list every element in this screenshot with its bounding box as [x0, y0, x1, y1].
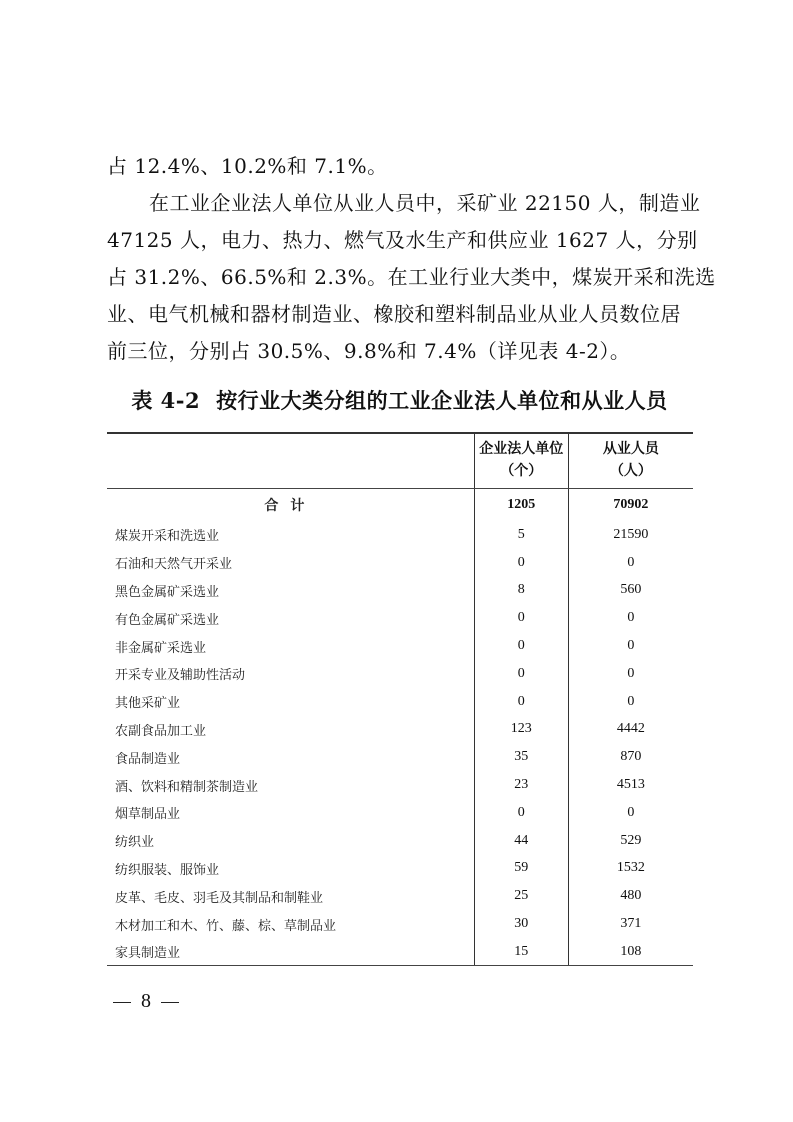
industry-cell: 皮革、毛皮、羽毛及其制品和制鞋业	[115, 890, 324, 906]
header-legal-units-unit: （个）	[500, 464, 543, 479]
industry-cell: 酒、饮料和精制茶制造业	[115, 779, 259, 795]
page-number-value: 8	[141, 990, 151, 1012]
industry-cell: 家具制造业	[107, 938, 474, 966]
legal-units-cell: 5	[474, 521, 568, 549]
header-employees-name: 从业人员	[602, 442, 659, 457]
table-row	[107, 827, 693, 855]
table-row	[107, 799, 693, 827]
paragraph-line: 业、电气机械和器材制造业、橡胶和塑料制品业从业人员数位居	[107, 302, 681, 326]
table-row	[107, 577, 693, 605]
page-number	[113, 990, 179, 1013]
table-row	[107, 604, 693, 632]
legal-units-cell: 25	[474, 882, 568, 910]
table-row	[107, 910, 693, 938]
employees-cell: 560	[568, 577, 693, 605]
paragraph-continued	[107, 148, 692, 185]
header-legal-units	[474, 433, 568, 489]
table-row	[107, 855, 693, 883]
paragraph-line: 占 12.4%、10.2%和 7.1%。	[107, 154, 388, 178]
industry-cell: 纺织业	[115, 835, 155, 851]
table-row	[107, 882, 693, 910]
legal-units-cell: 23	[474, 771, 568, 799]
legal-units-cell: 0	[474, 688, 568, 716]
legal-units-cell: 15	[474, 938, 568, 966]
employees-cell: 21590	[568, 521, 693, 549]
table-row	[107, 938, 693, 966]
employees-cell: 0	[568, 688, 693, 716]
header-legal-units-name: 企业法人单位	[479, 442, 564, 457]
legal-units-cell: 59	[474, 855, 568, 883]
industry-cell: 开采专业及辅助性活动	[115, 668, 246, 684]
table-caption	[107, 385, 692, 415]
legal-units-cell: 0	[474, 549, 568, 577]
employees-cell: 0	[568, 632, 693, 660]
employees-cell: 529	[568, 827, 693, 855]
table-row	[107, 716, 693, 744]
header-industry	[107, 433, 474, 489]
industry-cell: 有色金属矿采选业	[115, 612, 220, 628]
table-total-row	[107, 489, 693, 522]
total-units: 1205	[474, 489, 568, 522]
employees-cell: 108	[568, 938, 693, 966]
header-employees	[568, 433, 693, 489]
table-row	[107, 632, 693, 660]
legal-units-cell: 0	[474, 660, 568, 688]
industry-table	[107, 432, 693, 966]
table-row	[107, 549, 693, 577]
industry-cell: 其他采矿业	[115, 696, 181, 712]
employees-cell: 0	[568, 549, 693, 577]
employees-cell: 0	[568, 604, 693, 632]
table-row	[107, 743, 693, 771]
header-employees-unit: （人）	[609, 464, 652, 479]
page-number-dash-left	[113, 1002, 131, 1003]
legal-units-cell: 0	[474, 799, 568, 827]
employees-cell: 0	[568, 799, 693, 827]
legal-units-cell: 44	[474, 827, 568, 855]
page-number-dash-right	[161, 1002, 179, 1003]
industry-cell: 黑色金属矿采选业	[115, 584, 220, 600]
table-row	[107, 771, 693, 799]
legal-units-cell: 123	[474, 716, 568, 744]
employees-cell: 371	[568, 910, 693, 938]
total-label: 合计	[264, 498, 317, 514]
employees-cell: 4442	[568, 716, 693, 744]
legal-units-cell: 0	[474, 632, 568, 660]
industry-cell: 纺织服装、服饰业	[115, 862, 220, 878]
table-header-row	[107, 433, 693, 489]
legal-units-cell: 8	[474, 577, 568, 605]
total-employees: 70902	[568, 489, 693, 522]
employees-cell: 4513	[568, 771, 693, 799]
paragraph-line: 前三位，分别占 30.5%、9.8%和 7.4%（详见表 4-2）。	[107, 339, 631, 363]
industry-cell: 食品制造业	[115, 751, 181, 767]
industry-cell: 木材加工和木、竹、藤、棕、草制品业	[115, 918, 337, 934]
employees-cell: 480	[568, 882, 693, 910]
industry-cell: 煤炭开采和洗选业	[115, 529, 220, 545]
employees-cell: 870	[568, 743, 693, 771]
industry-cell: 非金属矿采选业	[115, 640, 207, 656]
legal-units-cell: 0	[474, 604, 568, 632]
table-row	[107, 521, 693, 549]
paragraph-line: 47125 人，电力、热力、燃气及水生产和供应业 1627 人，分别	[107, 228, 698, 252]
legal-units-cell: 35	[474, 743, 568, 771]
paragraph-line: 占 31.2%、66.5%和 2.3%。在工业行业大类中，煤炭开采和洗选	[107, 265, 716, 289]
employees-cell: 0	[568, 660, 693, 688]
industry-cell: 石油和天然气开采业	[115, 557, 233, 573]
paragraph-line: 在工业企业法人单位从业人员中，采矿业 22150 人，制造业	[149, 191, 701, 215]
industry-cell: 烟草制品业	[115, 807, 181, 823]
employees-cell: 1532	[568, 855, 693, 883]
paragraph-employment	[107, 185, 716, 370]
table-row	[107, 660, 693, 688]
table-caption-number: 表 4-2	[131, 388, 201, 413]
table-row	[107, 688, 693, 716]
table-caption-title: 按行业大类分组的工业企业法人单位和从业人员	[216, 388, 668, 413]
legal-units-cell: 30	[474, 910, 568, 938]
industry-cell: 农副食品加工业	[115, 723, 207, 739]
